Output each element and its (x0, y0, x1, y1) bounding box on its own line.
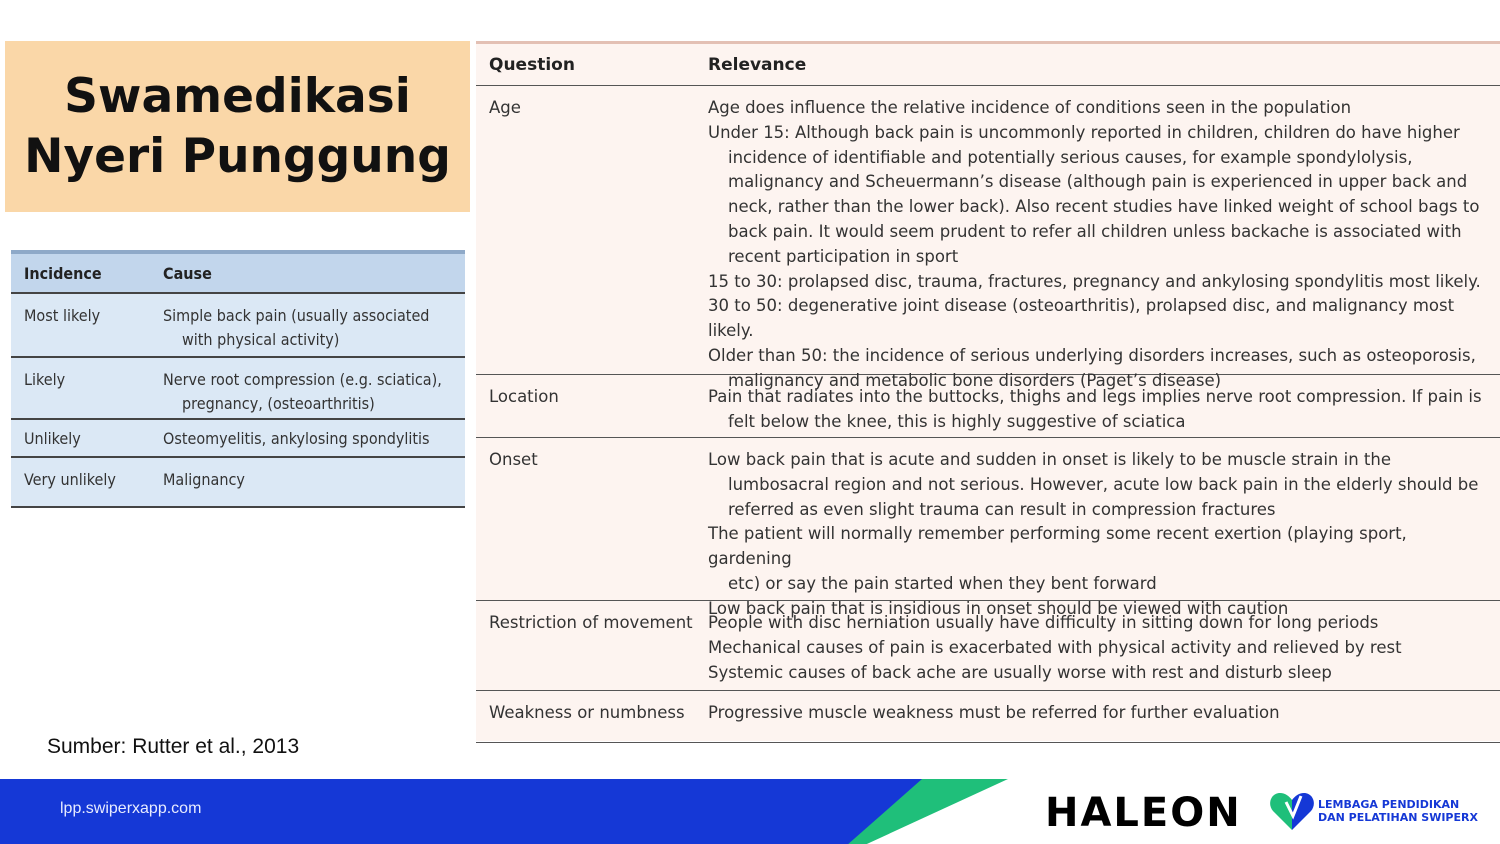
incidence-table-header (11, 254, 465, 294)
relevance-line: neck, rather than the lower back). Also recent studies have linked weight of school bags to (728, 197, 1480, 217)
cause-text-cont: with physical activity) (182, 330, 340, 349)
header-incidence: Incidence (24, 263, 102, 283)
relevance-line: felt below the knee, this is highly suggestive of sciatica (728, 411, 1186, 431)
cause-cell (163, 294, 465, 356)
relevance-paragraph (708, 96, 1488, 121)
question-cell: Restriction of movement (489, 613, 693, 632)
header-cause: Cause (163, 263, 212, 283)
relevance-line: Under 15: Although back pain is uncommonly reported in children, children do have higher (708, 122, 1460, 142)
table-row-weakness (476, 691, 1500, 743)
relevance-paragraph (708, 270, 1488, 295)
incidence-cell: Unlikely (24, 429, 81, 448)
table-row-age (476, 86, 1500, 390)
relevance-cell (708, 438, 1500, 618)
relevance-line: lumbosacral region and not serious. However, acute low back pain in the elderly should be (728, 474, 1479, 494)
source-citation: Sumber: Rutter et al., 2013 (47, 735, 300, 758)
cause-cell (163, 458, 465, 506)
table-row (11, 458, 465, 508)
slide-title-line2: Nyeri Punggung (24, 128, 451, 184)
relevance-table (476, 41, 1500, 741)
slide-title-line1: Swamedikasi (64, 68, 411, 124)
relevance-cell (708, 691, 1500, 742)
table-row (11, 420, 465, 458)
relevance-line: Low back pain that is insidious in onset should be viewed with caution (708, 598, 1289, 618)
table-row-restriction (476, 601, 1500, 691)
relevance-line: back pain. It would seem prudent to refer all children unless backache is associated with (728, 221, 1462, 241)
haleon-logo: HALEON (1045, 790, 1242, 836)
slide-title-box (5, 41, 470, 212)
question-cell: Age (489, 98, 521, 117)
cause-cell (163, 358, 465, 418)
relevance-line: Age does influence the relative incidence of conditions seen in the population (708, 98, 1352, 117)
relevance-paragraph (708, 385, 1488, 435)
cause-text: Simple back pain (usually associated (163, 306, 430, 325)
relevance-line: Pain that radiates into the buttocks, thighs and legs implies nerve root compression. If pain is (708, 387, 1482, 406)
cause-text: Osteomyelitis, ankylosing spondylitis (163, 429, 430, 448)
relevance-line: malignancy and Scheuermann’s disease (although pain is experienced in upper back and (728, 172, 1468, 192)
relevance-line: etc) or say the pain started when they bent forward (728, 573, 1157, 593)
header-relevance: Relevance (708, 54, 807, 75)
relevance-paragraph (708, 121, 1488, 270)
relevance-line: Low back pain that is acute and sudden in onset is likely to be muscle strain in the (708, 450, 1391, 469)
cause-cell (163, 420, 465, 456)
question-cell: Onset (489, 450, 538, 469)
incidence-cell: Most likely (24, 306, 101, 325)
relevance-line: People with disc herniation usually have difficulty in sitting down for long periods (708, 613, 1379, 632)
relevance-cell (708, 86, 1500, 390)
cause-text-cont: pregnancy, (osteoarthritis) (182, 394, 375, 413)
relevance-line: The patient will normally remember performing some recent exertion (playing sport, gardening (708, 524, 1407, 569)
relevance-line: Systemic causes of back ache are usually worse with rest and disturb sleep (708, 662, 1332, 682)
relevance-paragraph (708, 294, 1488, 344)
heart-logo-icon (1268, 790, 1316, 832)
incidence-cell: Likely (24, 370, 66, 389)
relevance-paragraph (708, 522, 1488, 596)
relevance-line: recent participation in sport (728, 246, 959, 266)
question-cell: Location (489, 387, 559, 406)
relevance-line: referred as even slight trauma can result in compression fractures (728, 499, 1276, 519)
relevance-table-header (476, 44, 1500, 86)
relevance-line: malignancy and metabolic bone disorders (Paget’s disease) (728, 370, 1222, 390)
relevance-cell (708, 375, 1500, 437)
cause-text: Nerve root compression (e.g. sciatica), (163, 370, 442, 389)
footer-url[interactable]: lpp.swiperxapp.com (60, 800, 202, 817)
table-row (11, 358, 465, 420)
org-name-line1: LEMBAGA PENDIDIKAN (1318, 798, 1460, 811)
question-cell: Weakness or numbness (489, 703, 685, 722)
relevance-line: Older than 50: the incidence of serious underlying disorders increases, such as osteoporosis, (708, 345, 1476, 365)
incidence-table (11, 250, 465, 508)
incidence-cell: Very unlikely (24, 470, 116, 489)
relevance-line: Mechanical causes of pain is exacerbated with physical activity and relieved by rest (708, 637, 1402, 657)
table-row-location (476, 375, 1500, 438)
header-question: Question (489, 54, 575, 75)
relevance-paragraph (708, 448, 1488, 522)
org-name (1318, 798, 1478, 824)
relevance-line: 15 to 30: prolapsed disc, trauma, fractures, pregnancy and ankylosing spondylitis most likely. (708, 271, 1481, 291)
relevance-line: Progressive muscle weakness must be referred for further evaluation (708, 703, 1280, 722)
cause-text: Malignancy (163, 470, 245, 489)
org-name-line2: DAN PELATIHAN SWIPERX (1318, 811, 1478, 824)
relevance-line: incidence of identifiable and potentially serious causes, for example spondylolysis, (728, 147, 1413, 167)
relevance-line: 30 to 50: degenerative joint disease (osteoarthritis), prolapsed disc, and malignancy most likely. (708, 296, 1455, 341)
table-row (11, 294, 465, 358)
table-row-onset (476, 438, 1500, 618)
relevance-cell (708, 601, 1500, 690)
